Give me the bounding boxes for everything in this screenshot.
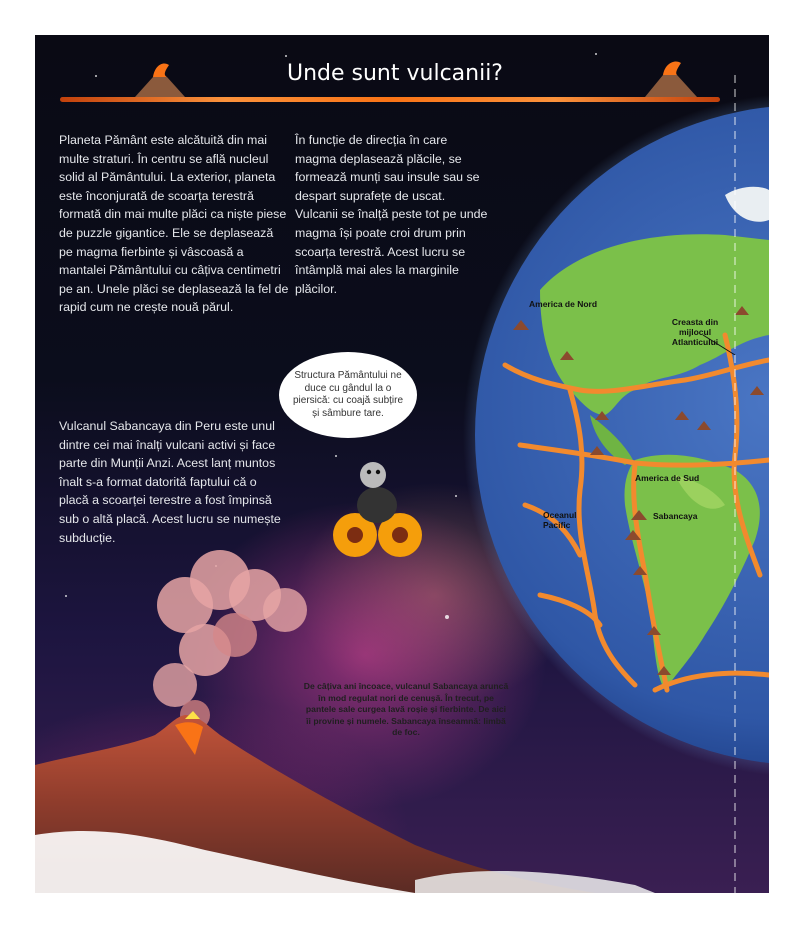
sabancaya-paragraph: Vulcanul Sabancaya din Peru este unul dintre cei mai înalți vulcani activi și face parte din Munții Anzi. Acest lanț muntos înalt s-a format datorită faptului că o placă a scoarței terestre a fost împinsă sub o altă placă. Acest lucru se numește subducție. [59, 419, 281, 545]
map-label-pacific: Oceanul Pacific [543, 510, 577, 530]
intro-paragraph: Planeta Pământ este alcătuită din mai multe straturi. În centru se află nucleul solid al Pământului. La exterior, planeta este înconjurată de scoarța terestră formată din mai multe plăci ca niște piese de puzzle gigantice. Ele se deplasează pe magma fierbinte și vâscoasă a mantalei Pământului cu câțiva centimetri pe an. Unele plăci se deplasează la fel de rapid cum ne crește nouă părul. [59, 133, 289, 315]
speech-bubble [279, 352, 417, 438]
map-label-north-america: America de Nord [529, 299, 598, 309]
page-title: Unde sunt vulcanii? [286, 61, 503, 86]
map-label-sabancaya: Sabancaya [653, 511, 698, 521]
volcano-caption: De câțiva ani încoace, vulcanul Sabancaya aruncă în mod regulat nori de cenușă. În trecut, pe pantele sale curgea lavă roșie și fierbinte. De aici îi provine și numele. Sabancaya înseamnă: limbă de foc. [303, 681, 509, 738]
title-volcano-right-icon [645, 62, 697, 98]
title-underline [60, 97, 720, 102]
mascot-with-peach [333, 462, 422, 557]
earth-globe [463, 75, 769, 893]
book-page [35, 35, 769, 893]
speech-bubble-text: Structura Pământului ne duce cu gândul la o piersică: cu coajă subțire și sâmbure tare. [292, 370, 404, 419]
title-volcano-left-icon [135, 64, 185, 98]
map-label-mid-atlantic: Creasta din mijlocul Atlanticului [671, 317, 719, 347]
plates-paragraph: În funcție de direcția în care magma deplasează plăcile, se formează munți sau insule sau se despart suprafețe de uscat. Vulcanii se înalță peste tot pe unde magma își poate croi drum prin scoarța terestră. Acest lucru se întâmplă mai ales la marginile plăcilor. [295, 133, 488, 296]
ash-cloud [153, 550, 307, 730]
map-label-south-america: America de Sud [635, 473, 700, 483]
